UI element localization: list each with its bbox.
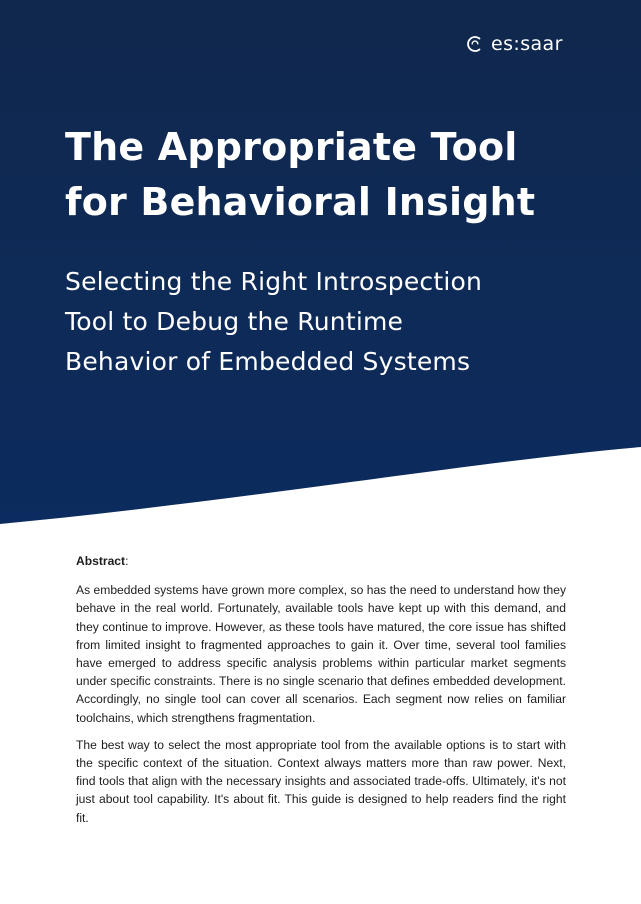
subtitle-line: Behavior of Embedded Systems [65,347,471,376]
subtitle-line: Selecting the Right Introspection [65,267,483,296]
abstract-section [76,552,566,836]
circle-arc-logo-icon [466,35,484,53]
title-line: for Behavioral Insight [65,180,536,224]
abstract-paragraph: As embedded systems have grown more complex, so has the need to understand how they behave in the real world. Fortunately, available tools have kept up with this demand, and they continue to improve. However, as these tools have matured, the core issue has shifted from limited insight to fragmented approaches to gain it. Over time, several tool families have emerged to address specific analysis problems within particular market segments under specific constraints. There is no single scenario that defines embedded development. Accordingly, no single tool can cover all scenarios. Each segment now relies on familiar toolchains, which strengthens fragmentation. [76,583,566,725]
brand-name: es:saar [491,33,563,55]
abstract-heading-colon: : [125,554,129,568]
page-subtitle [65,262,615,382]
title-line: The Appropriate Tool [65,125,518,169]
abstract-heading [76,552,566,570]
abstract-heading-text: Abstract [76,554,126,568]
page-title [65,120,605,230]
abstract-paragraph: The best way to select the most appropriate tool from the available options is to start with the specific context of the situation. Context always matters more than raw power. Next, find tools that align with the necessary insights and associated trade-offs. Ultimately, it's not just about tool capability. It's about fit. This guide is designed to help readers find the right fit. [76,737,566,825]
brand-logo [466,34,563,54]
subtitle-line: Tool to Debug the Runtime [65,307,404,336]
